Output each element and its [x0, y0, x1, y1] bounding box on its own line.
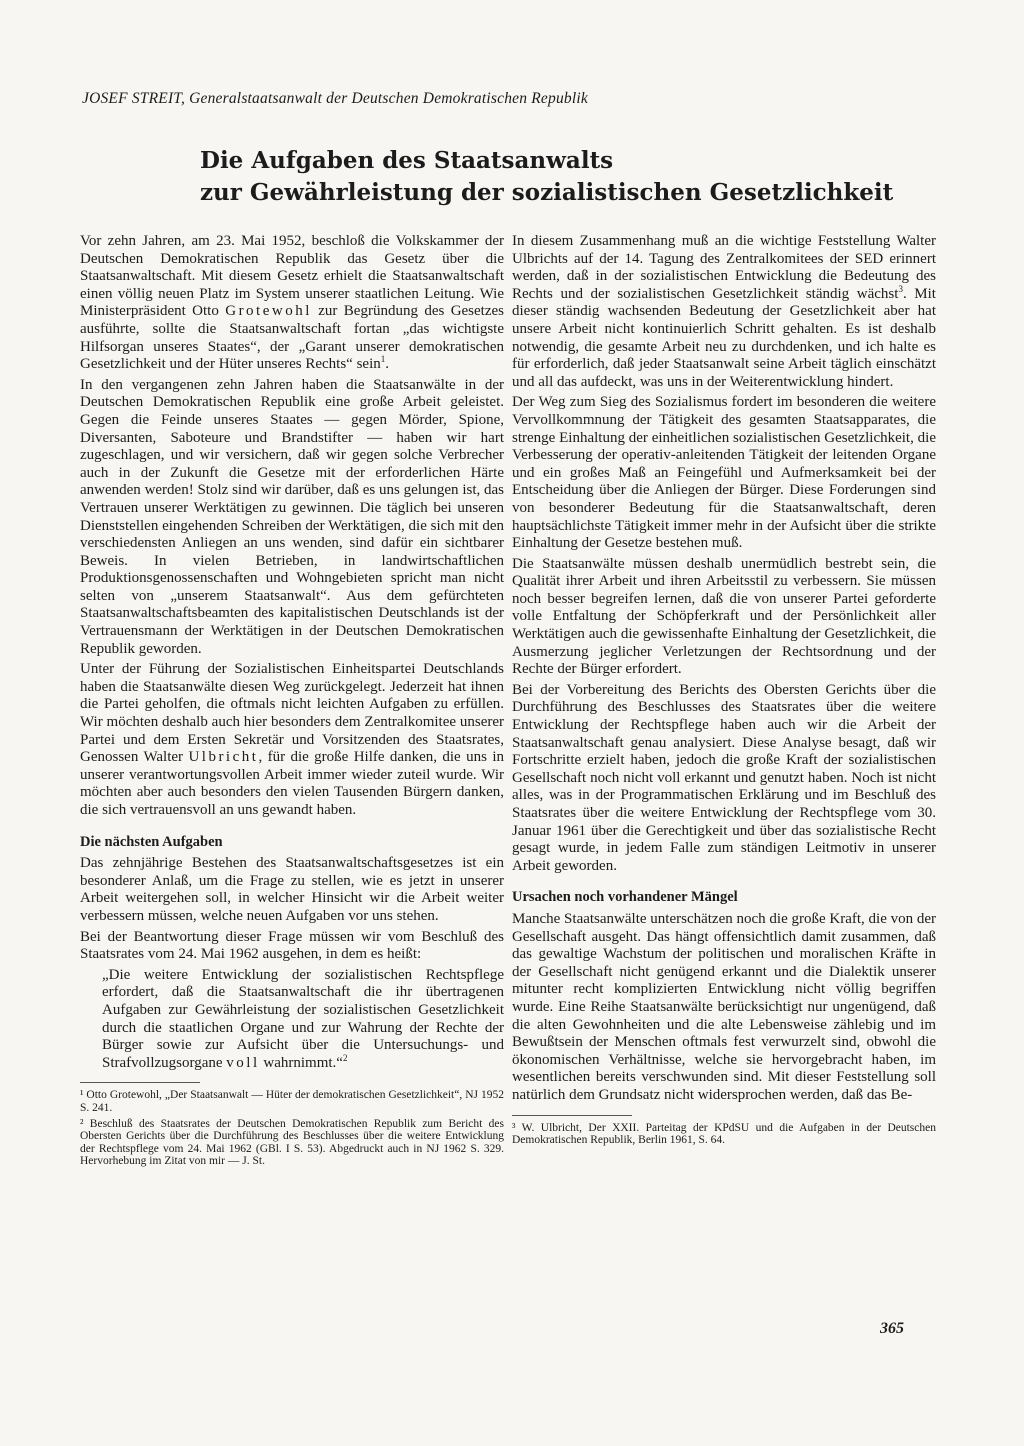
section-heading: Die nächsten Aufgaben [80, 833, 223, 850]
right-column [512, 233, 936, 1150]
paragraph: Vor zehn Jahren, am 23. Mai 1952, beschloß die Volkskammer der Deutschen Demokratischen Republik das Gesetz über die Staatsanwaltschaft. Mit diesem Gesetz erhielt die Staatsanwaltschaft einen völlig neuen Platz im System unserer staatlichen Leitung. Wie Ministerpräsident Otto Grotewohl zur Begründung des Gesetzes ausführte, sollte die Staatsanwaltschaft fortan „das wichtigste Hilfsorgan unseres Staates“, der „Garant unserer demokratischen Gesetzlichkeit und der Hüter unseres Rechts“ sein$^1$. [80, 233, 504, 373]
author-line: JOSEF STREIT, Generalstaatsanwalt der Deutschen Demokratischen Republik [82, 90, 588, 107]
spaced-name: Ulbricht [188, 749, 259, 766]
paragraph: Das zehnjährige Bestehen des Staatsanwaltschaftsgesetzes ist ein besonderer Anlaß, um die Frage zu stellen, wie es jetzt in unserer Arbeit weitergehen soll, in welcher Hinsicht wir die Arbeit weiter verbessern müssen, welche neuen Aufgaben vor uns stehen. [80, 855, 504, 924]
footnote-divider [512, 1115, 632, 1116]
paragraph: Bei der Beantwortung dieser Frage müssen wir vom Beschluß des Staatsrates vom 24. Mai 1962 ausgehen, in dem es heißt: [80, 928, 504, 963]
footnote-ref: 1 [380, 354, 386, 365]
section-heading: Ursachen noch vorhandener Mängel [512, 889, 738, 906]
paragraph: In diesem Zusammenhang muß an die wichtige Feststellung Walter Ulbrichts auf der 14. Tagung des Zentralkomitees der SED erinnert werden, daß in der sozialistischen Entwicklung die Bedeutung des Rechts und der sozialistischen Gesetzlichkeit ständig wächst$^3$. Mit dieser ständig wachsenden Bedeutung der Gesetzlichkeit aber hat unsere Arbeit nicht kontinuierlich Schritt gehalten. Es ist deshalb notwendig, die gesamte Arbeit neu zu durchdenken, und ich halte es für erforderlich, daß jeder Staatsanwalt seine Arbeit täglich einschätzt und all das aufdeckt, was uns in der Weiterentwicklung hindert. [512, 233, 936, 390]
spaced-name: Grotewohl [225, 303, 312, 320]
emphasis: voll [226, 1054, 260, 1071]
footnote: ³ W. Ulbricht, Der XXII. Parteitag der KPdSU und die Aufgaben in der Deutschen Demokratischen Republik, Berlin 1961, S. 64. [512, 1121, 936, 1147]
page-number: 365 [880, 1320, 904, 1337]
footnote-ref: 3 [898, 283, 903, 294]
title-line-2: zur Gewährleistung der sozialistischen Gesetzlichkeit [200, 179, 894, 206]
quotation: „Die weitere Entwicklung der sozialistischen Rechtspflege erfordert, daß die Staatsanwaltschaft die ihr übertragenen Aufgaben zur Gewährleistung der sozialistischen Gesetzlichkeit durch die staatlichen Organe und zur Wahrung der Rechte der Bürger sowie zur Aufsicht über die Untersuchungs- und Strafvollzugsorgane voll wahrnimmt.“$^2$ [102, 966, 504, 1071]
paragraph: Der Weg zum Sieg des Sozialismus fordert im besonderen die weitere Vervollkommnung der Tätigkeit des gesamten Staatsapparates, die strenge Einhaltung der einheitlichen sozialistischen Gesetzlichkeit, die Verbesserung der operativ-anleitenden Tätigkeit der leitenden Organe und ein großes Maß an Feingefühl und Aufmerksamkeit bei der Entscheidung über die Anliegen der Bürger. Diese Forderungen sind von besonderer Bedeutung für die Staatsanwaltschaft, deren hauptsächlichste Tätigkeit immer mehr in der Aufsicht über die strikte Einhaltung der Gesetze bestehen muß. [512, 394, 936, 552]
article-title [200, 145, 960, 209]
title-line-1: Die Aufgaben des Staatsanwalts [200, 147, 614, 174]
left-column [80, 233, 504, 1171]
paragraph: Bei der Vorbereitung des Berichts des Obersten Gerichts über die Durchführung des Beschlusses des Staatsrates über die weitere Entwicklung der Rechtspflege haben auch wir die Arbeit der Staatsanwaltschaft genau analysiert. Diese Analyse besagt, daß wir Fortschritte erzielt haben, jedoch die große Kraft der sozialistischen Gesellschaft noch nicht voll erkannt und genutzt haben. Noch ist nicht alles, was in der Programmatischen Erklärung und im Beschluß des Staatsrates über die weitere Entwicklung der Rechtspflege vom 30. Januar 1961 über die Gerechtigkeit und über das sozialistische Recht gesagt wurde, in jedem Falle zum ständigen Leitmotiv in unserer Arbeit geworden. [512, 681, 936, 874]
paragraph: In den vergangenen zehn Jahren haben die Staatsanwälte in der Deutschen Demokratischen Republik eine große Arbeit geleistet. Gegen die Feinde unseres Staates — gegen Mörder, Spione, Diversanten, Saboteure und Brandstifter — haben wir hart zugeschlagen, und wir versichern, daß wir gegen solche Verbrecher auch in der Zukunft die Gesetze mit der erforderlichen Härte anwenden werden! Stolz sind wir darüber, daß es uns gelungen ist, das Vertrauen unserer Werktätigen zu gewinnen. Die täglich bei unseren Dienststellen eingehenden Schreiben der Werktätigen, die sich mit den verschiedensten Anliegen an uns wenden, sind dafür ein sichtbarer Beweis. In vielen Betrieben, in landwirtschaftlichen Produktionsgenossenschaften und Wohngebieten spricht man nicht selten von „unserem Staatsanwalt“. Aus dem gefürchteten Staatsanwaltschaftsbeamten des kapitalistischen Deutschlands ist der Vertrauensmann der Werktätigen in der Deutschen Demokratischen Republik geworden. [80, 376, 504, 657]
footnote: ² Beschluß des Staatsrates der Deutschen Demokratischen Republik zum Bericht des Obersten Gerichts über die Durchführung des Beschlusses über die weitere Entwicklung der Rechtspflege vom 24. Mai 1962 (GBl. I S. 53). Abgedruckt auch in NJ 1962 S. 329. Hervorhebung im Zitat von mir — J. St. [80, 1117, 504, 1168]
footnote-divider [80, 1082, 200, 1083]
footnote: ¹ Otto Grotewohl, „Der Staatsanwalt — Hüter der demokratischen Gesetzlichkeit“, NJ 1952 S. 241. [80, 1089, 504, 1114]
paragraph: Die Staatsanwälte müssen deshalb unermüdlich bestrebt sein, die Qualität ihrer Arbeit und ihren Arbeitsstil zu verbessern. Sie müssen noch besser begreifen lernen, daß die von unserer Partei geforderte volle Entfaltung der Schöpferkraft und der Persönlichkeit aller Werktätigen auch die gewissenhafte Einhaltung der Gesetzlichkeit, die Ausmerzung jeglicher Verletzungen der Rechtsordnung und der Rechte der Bürger erfordert. [512, 555, 936, 678]
paragraph: Unter der Führung der Sozialistischen Einheitspartei Deutschlands haben die Staatsanwälte diesen Weg zurückgelegt. Jederzeit hat ihnen die Partei geholfen, die oftmals nicht leichten Aufgaben zu erfüllen. Wir möchten deshalb auch hier besonders dem Zentralkomitee unserer Partei und dem Ersten Sekretär und Vorsitzenden des Staatsrates, Genossen Walter Ulbricht, für die große Hilfe danken, die uns in unserer verantwortungsvollen Arbeit immer wieder zuteil wurde. Wir möchten aber auch besonders den vielen Tausenden Bürgern danken, die sich vertrauensvoll an uns gewandt haben. [80, 661, 504, 818]
paragraph: Manche Staatsanwälte unterschätzen noch die große Kraft, die von der Gesellschaft ausgeht. Das hängt offensichtlich damit zusammen, daß das gewaltige Wachstum der politischen und moralischen Kräfte in der Gesellschaft nicht genügend erkannt und die Dialektik unserer mitunter recht komplizierten Entwicklung nicht völlig begriffen wurde. Eine Reihe Staatsanwälte berücksichtigt nur ungenügend, daß die alten Gewohnheiten und die alte Lebensweise zählebig und im Bewußtsein der Menschen oftmals fest verwurzelt sind, obwohl die ökonomischen Verhältnisse, welche sie hervorgebracht haben, im wesentlichen bereits verschwunden sind. Mit dieser Feststellung soll natürlich dem Grundsatz nicht widersprochen werden, daß das Be- [512, 910, 936, 1103]
footnote-ref: 2 [342, 1052, 348, 1063]
